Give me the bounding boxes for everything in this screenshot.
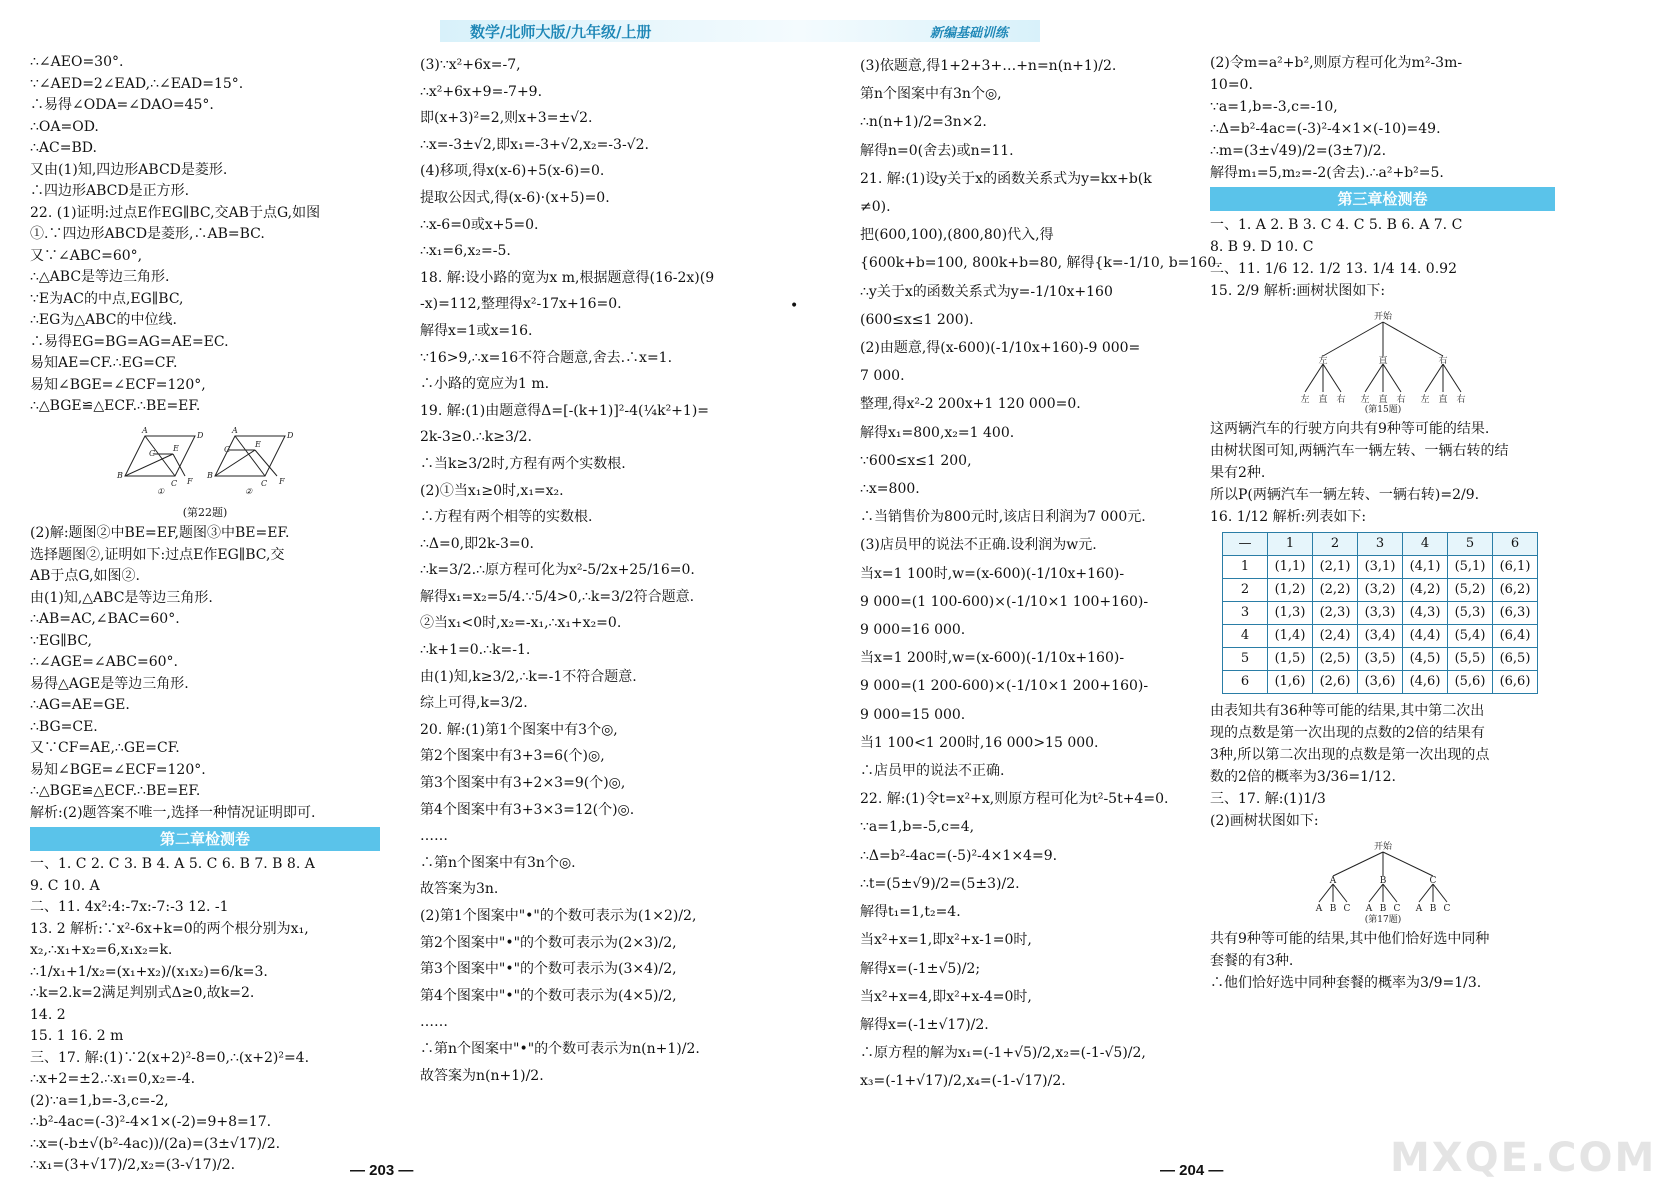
text-line: ∴x₁=6,x₂=-5. [420,243,511,260]
tree-leaf: 左 [1359,395,1370,405]
text-line: 由表知共有36种等可能的结果,其中第二次出 [1210,703,1485,719]
fig-label: B [117,470,123,480]
text-line: ∴1/x₁+1/x₂=(x₁+x₂)/(x₁x₂)=6/k=3. [30,963,268,980]
text-line: ∴∠AGE=∠ABC=60°. [30,654,178,670]
fig-label: ① [157,486,165,496]
text-line: 一、1. A 2. B 3. C 4. C 5. B 6. A 7. C [1210,217,1463,233]
decorative-dot: • [790,298,799,314]
text-line: ∴x=(-b±√(b²-4ac))/(2a)=(3±√17)/2. [30,1135,281,1152]
text-line: (2)令m=a²+b²,则原方程可化为m²-3m- [1210,55,1463,71]
table-cell: (2,3) [1313,602,1358,625]
text-line: 第n个图案中有3n个◎, [860,86,1002,103]
tree-node: 直 [1377,356,1388,366]
text-line: ∴AC=BD. [30,140,97,156]
tree-leaf: 直 [1377,395,1388,405]
tree-leaf: A [1315,904,1322,914]
text-line: ∴店员甲的说法不正确. [860,763,1005,780]
table-cell: (3,1) [1358,556,1403,579]
table-cell: (6,1) [1493,556,1538,579]
text-line: ∴y关于x的函数关系式为y=-1/10x+160 [860,283,1113,300]
text-line: ∵EG∥BC, [30,632,92,649]
text-line: ∵∠AED=2∠EAD,∴∠EAD=15°. [30,75,244,92]
text-line: (2)∵a=1,b=-3,c=-2, [30,1092,169,1109]
text-line: ∴当销售价为800元时,该店日利润为7 000元. [860,509,1146,526]
text-line: 选择题图②,证明如下:过点E作EG∥BC,交 [30,546,285,563]
tree-leaf: C [1393,904,1400,914]
text-line: 故答案为n(n+1)/2. [420,1067,544,1084]
table-row [1223,556,1538,579]
table-cell: (2,4) [1313,625,1358,648]
table-cell: 1 [1268,533,1313,556]
tree-leaf: C [1343,904,1350,914]
table-cell: 4 [1223,625,1268,648]
text-line: ∴Δ=b²-4ac=(-3)²-4×1×(-10)=49. [1210,121,1441,137]
text-line: ∵a=1,b=-5,c=4, [860,819,975,836]
tree-leaf: A [1415,904,1422,914]
text-line: ∴△ABC是等边三角形. [30,269,170,285]
header-brand: 新编基础训练 [930,26,1009,41]
table-row [1223,648,1538,671]
text-line: 第4个图案中有3+3×3=12(个)◎. [420,801,635,818]
text-line: 综上可得,k=3/2. [420,695,528,712]
column-3 [860,52,1221,1096]
text-line: ∴x=-3±√2,即x₁=-3+√2,x₂=-3-√2. [420,136,649,153]
text-line: ∴k=2.k=2满足判别式Δ≥0,故k=2. [30,985,255,1001]
column-2 [420,52,770,1089]
table-cell: (2,2) [1313,579,1358,602]
text-line: 提取公因式,得(x-6)·(x+5)=0. [420,189,610,206]
table-cell: (4,4) [1403,625,1448,648]
text-line: ∴n(n+1)/2=3n×2. [860,114,987,131]
fig-label: G [149,448,156,458]
text-line: 9 000=(1 100-600)×(-1/10×1 100+160)- [860,593,1149,610]
table-cell: 3 [1358,533,1403,556]
tree-caption: (第15题) [1364,405,1401,415]
table-cell: (5,6) [1448,671,1493,694]
text-line: 三、17. 解:(1)1/3 [1210,791,1326,807]
text-line: 解析:(2)题答案不唯一,选择一种情况证明即可. [30,804,316,821]
fig-label: ② [245,486,253,496]
table-row [1223,625,1538,648]
table-cell: (5,3) [1448,602,1493,625]
text-line: 2k-3≥0.∴k≥3/2. [420,429,532,446]
table-row [1223,579,1538,602]
table-cell: 6 [1493,533,1538,556]
text-line: ∵E为AC的中点,EG∥BC, [30,290,184,307]
text-line: ∴m=(3±√49)/2=(3±7)/2. [1210,143,1387,159]
table-cell: (2,5) [1313,648,1358,671]
text-line: 共有9种等可能的结果,其中他们恰好选中同种 [1210,931,1490,947]
text-line: ∴他们恰好选中同种套餐的概率为3/9=1/3. [1210,975,1482,991]
text-line: ≠0). [860,199,891,216]
text-line: 9. C 10. A [30,877,100,894]
text-line: ∴k+1=0.∴k=-1. [420,642,531,659]
fig-label: C [171,478,178,488]
table-cell: (1,6) [1268,671,1313,694]
table-cell: (3,6) [1358,671,1403,694]
text-line: 一、1. C 2. C 3. B 4. A 5. C 6. B 7. B 8. A [30,856,315,872]
text-line: 二、11. 1/6 12. 1/2 13. 1/4 14. 0.92 [1210,261,1457,277]
figure-22 [105,424,305,496]
text-line: 9 000=16 000. [860,622,966,639]
table-cell: (1,2) [1268,579,1313,602]
text-line: 21. 解:(1)设y关于x的函数关系式为y=kx+b(k [860,170,1152,187]
chapter-2-banner: 第二章检测卷 [30,827,380,851]
table-cell: 2 [1223,579,1268,602]
tree-leaf: B [1329,904,1336,914]
text-line: (2)由题意,得(x-600)(-1/10x+160)-9 000= [860,340,1141,357]
text-line: ∵a=1,b=-3,c=-10, [1210,99,1338,115]
tree-leaf: 右 [1335,395,1346,405]
text-line: ∴EG为△ABC的中位线. [30,312,177,328]
table-cell: (3,4) [1358,625,1403,648]
tree-leaf: B [1429,904,1436,914]
fig-label: D [197,430,204,440]
text-line: ∴第n个图案中"•"的个数可表示为n(n+1)/2. [420,1040,700,1057]
tree-node: A [1329,876,1336,886]
table-cell: (5,1) [1448,556,1493,579]
figure-22-caption: (第22题) [182,505,228,519]
table-cell: 4 [1403,533,1448,556]
text-line: x₃=(-1+√17)/2,x₄=(-1-√17)/2. [860,1073,1066,1090]
text-line: 16. 1/12 解析:列表如下: [1210,509,1367,525]
tree-leaf: 直 [1437,395,1448,405]
table-cell: 5 [1223,648,1268,671]
text-line: 由(1)知,△ABC是等边三角形. [30,589,213,606]
text-line: ∴Δ=b²-4ac=(-5)²-4×1×4=9. [860,847,1058,864]
table-cell: (4,2) [1403,579,1448,602]
text-line: (4)移项,得x(x-6)+5(x-6)=0. [420,163,605,180]
text-line: 22. 解:(1)令t=x²+x,则原方程可化为t²-5t+4=0. [860,791,1169,808]
tree-node: B [1379,876,1386,886]
text-line: 解得x₁=x₂=5/4.∵5/4>0,∴k=3/2符合题意. [420,588,695,605]
table-cell: (4,5) [1403,648,1448,671]
text-line: ∴△BGE≌△ECF.∴BE=EF. [30,783,201,799]
text-line: 易知AE=CF.∴EG=CF. [30,355,178,371]
text-line: 当1 100<1 200时,16 000>15 000. [860,734,1099,751]
table-row [1223,602,1538,625]
tree-leaf: 左 [1419,395,1430,405]
text-line: (2)第1个图案中"•"的个数可表示为(1×2)/2, [420,908,697,924]
table-row [1223,671,1538,694]
text-line: ∴小路的宽应为1 m. [420,376,550,393]
text-line: 9 000=15 000. [860,706,966,723]
table-cell: (3,3) [1358,602,1403,625]
tree-leaf: 右 [1395,395,1406,405]
table-cell: (6,3) [1493,602,1538,625]
table-cell: (3,5) [1358,648,1403,671]
text-line: 18. 解:设小路的宽为x m,根据题意得(16-2x)(9 [420,269,715,286]
text-line: 15. 2/9 解析:画树状图如下: [1210,283,1386,299]
text-line: 二、11. 4x²:4:-7x:-7:-3 12. -1 [30,899,229,915]
tree-root: 开始 [1373,312,1392,322]
text-line: 现的点数是第一次出现的点数的2倍的结果有 [1210,725,1485,741]
text-line: 解得x=(-1±√5)/2; [860,960,981,977]
text-line: 解得x=1或x=16. [420,322,533,339]
table-cell: 2 [1313,533,1358,556]
table-cell: (6,4) [1493,625,1538,648]
table-cell: (1,1) [1268,556,1313,579]
text-line: 易知∠BGE=∠ECF=120°, [30,376,206,393]
text-line: 易知∠BGE=∠ECF=120°. [30,761,206,778]
text-line: …… [420,828,448,845]
text-line: 第4个图案中"•"的个数可表示为(4×5)/2, [420,987,677,1004]
tree-node: C [1429,876,1436,886]
text-line: 当x=1 100时,w=(x-600)(-1/10x+160)- [860,565,1125,582]
tree-leaf: 左 [1299,395,1310,405]
text-line: ∴AG=AE=GE. [30,697,130,713]
text-line: ∴易得EG=BG=AG=AE=EC. [30,333,229,350]
text-line: 9 000=(1 200-600)×(-1/10×1 200+160)- [860,678,1149,695]
text-line: 第2个图案中"•"的个数可表示为(2×3)/2, [420,934,677,951]
fig-label: A [142,425,148,435]
text-line: 所以P(两辆汽车一辆左转、一辆右转)=2/9. [1210,487,1480,503]
text-line: 10=0. [1210,77,1253,93]
fig-label: F [279,476,285,486]
outcome-table [1222,532,1538,694]
text-line: 即(x+3)²=2,则x+3=±√2. [420,110,593,127]
text-line: (2)①当x₁≥0时,x₁=x₂. [420,482,564,499]
text-line: ∴原方程的解为x₁=(-1+√5)/2,x₂=(-1-√5)/2, [860,1045,1146,1062]
fig-label: C [261,478,268,488]
text-line: ∴OA=OD. [30,118,99,135]
text-line: 易得△AGE是等边三角形. [30,675,189,692]
table-cell: (5,5) [1448,648,1493,671]
text-line: 这两辆汽车的行驶方向共有9种等可能的结果. [1210,421,1490,437]
watermark: MXQE.COM [1390,1135,1656,1181]
text-line: x₂,∴x₁+x₂=6,x₁x₂=k. [30,942,173,958]
text-line: ∴k=3/2.∴原方程可化为x²-5/2x+25/16=0. [420,562,695,579]
tree-leaf: 直 [1317,395,1328,405]
text-line: 当x=1 200时,w=(x-600)(-1/10x+160)- [860,650,1125,667]
text-line: (600≤x≤1 200). [860,311,974,328]
fig-label: D [287,430,294,440]
text-line: (3)∵x²+6x=-7, [420,57,521,73]
table-cell: 1 [1223,556,1268,579]
text-line: 第3个图案中"•"的个数可表示为(3×4)/2, [420,961,677,978]
text-line: 3种,所以第二次出现的点数是第一次出现的点 [1210,747,1490,763]
text-line: ∴方程有两个相等的实数根. [420,509,593,526]
text-line: 7 000. [860,368,905,385]
text-line: ∴x+2=±2.∴x₁=0,x₂=-4. [30,1071,196,1087]
table-cell: (6,2) [1493,579,1538,602]
text-line: ∴x²+6x+9=-7+9. [420,83,543,100]
text-line: ∵16>9,∴x=16不符合题意,舍去.∴x=1. [420,349,673,366]
tree-root: 开始 [1373,842,1392,852]
text-line: ∴b²-4ac=(-3)²-4×1×(-2)=9+8=17. [30,1114,272,1130]
text-line: 19. 解:(1)由题意得Δ=[-(k+1)]²-4(¼k²+1)= [420,402,710,419]
table-cell: (1,4) [1268,625,1313,648]
table-cell: (6,6) [1493,671,1538,694]
table-cell: (1,5) [1268,648,1313,671]
text-line: 由树状图可知,两辆汽车一辆左转、一辆右转的结 [1210,443,1509,459]
text-line: 故答案为3n. [420,881,499,898]
text-line: (3)依题意,得1+2+3+…+n=n(n+1)/2. [860,58,1117,74]
table-cell: (1,3) [1268,602,1313,625]
text-line: 第2个图案中有3+3=6(个)◎, [420,748,605,765]
chapter-3-banner: 第三章检测卷 [1210,187,1555,211]
text-line: 22. (1)证明:过点E作EG∥BC,交AB于点G,如图 [30,204,321,221]
text-line: 20. 解:(1)第1个图案中有3个◎, [420,721,618,738]
text-line: 果有2种. [1210,465,1266,481]
text-line: {600k+b=100, 800k+b=80, 解得{k=-1/10, b=160. [860,255,1221,272]
text-line: 15. 1 16. 2 m [30,1028,124,1044]
fig-label: E [255,439,261,449]
tree-leaf: B [1379,904,1386,914]
text-line: ∴AB=AC,∠BAC=60°. [30,611,180,627]
tree-node: 右 [1437,356,1448,366]
text-line: ②当x₁<0时,x₂=-x₁,∴x₁+x₂=0. [420,615,622,632]
text-line: 又∵∠ABC=60°, [30,247,143,264]
text-line: ①.∵四边形ABCD是菱形,∴AB=BC. [30,226,265,242]
text-line: ∵600≤x≤1 200, [860,452,972,469]
text-line: 数的2倍的概率为3/36=1/12. [1210,769,1396,785]
text-line: ∴∠AEO=30°. [30,54,124,70]
text-line: 解得t₁=1,t₂=4. [860,904,961,921]
table-cell: (4,6) [1403,671,1448,694]
text-line: …… [420,1014,448,1031]
header-title: 数学/北师大版/九年级/上册 [470,23,652,41]
table-cell: (2,6) [1313,671,1358,694]
table-cell: 6 [1223,671,1268,694]
text-line: 解得n=0(舍去)或n=11. [860,142,1014,159]
text-line: ∴易得∠ODA=∠DAO=45°. [30,97,214,113]
text-line: ∴t=(5±√9)/2=(5±3)/2. [860,875,1020,892]
text-line: 三、17. 解:(1)∵2(x+2)²-8=0,∴(x+2)²=4. [30,1049,310,1066]
text-line: ∴x₁=(3+√17)/2,x₂=(3-√17)/2. [30,1157,236,1173]
text-line: -x)=112,整理得x²-17x+16=0. [420,296,622,313]
text-line: 又由(1)知,四边形ABCD是菱形. [30,161,228,178]
table-cell: 5 [1448,533,1493,556]
text-line: 套餐的有3种. [1210,953,1294,969]
text-line: ∴第n个图案中有3n个◎. [420,854,576,871]
tree-diagram-15 [1283,308,1483,415]
column-4 [1210,52,1555,994]
table-cell: (4,1) [1403,556,1448,579]
text-line: ∴x-6=0或x+5=0. [420,216,539,233]
text-line: 8. B 9. D 10. C [1210,239,1314,255]
table-cell: 3 [1223,602,1268,625]
page-number-left: — 203 — [350,1162,414,1179]
table-cell: (5,2) [1448,579,1493,602]
text-line: ∴四边形ABCD是正方形. [30,183,190,199]
text-line: ∴BG=CE. [30,718,98,735]
text-line: 解得m₁=5,m₂=-2(舍去).∴a²+b²=5. [1210,165,1444,181]
tree-diagram-17 [1293,838,1473,925]
tree-leaf: C [1443,904,1450,914]
fig-label: G [224,444,231,454]
column-1 [30,52,380,1177]
text-line: 解得x₁=800,x₂=1 400. [860,424,1015,441]
fig-label: E [173,443,179,453]
table-cell: — [1223,533,1268,556]
text-line: ∴Δ=0,即2k-3=0. [420,535,534,552]
text-line: 整理,得x²-2 200x+1 120 000=0. [860,396,1081,413]
fig-label: F [187,476,193,486]
text-line: 由(1)知,k≥3/2,∴k=-1不符合题意. [420,668,637,685]
text-line: 13. 2 解析:∵x²-6x+k=0的两个根分别为x₁, [30,920,309,937]
page-number-right: — 204 — [1160,1162,1224,1179]
text-line: 第3个图案中有3+2×3=9(个)◎, [420,775,626,792]
text-line: ∴x=800. [860,481,920,498]
tree-caption: (第17题) [1364,915,1401,925]
table-cell: (3,2) [1358,579,1403,602]
table-row [1223,533,1538,556]
fig-label: A [232,425,238,435]
text-line: (2)解:题图②中BE=EF,题图③中BE=EF. [30,525,290,541]
fig-label: B [207,470,213,480]
text-line: 当x²+x=4,即x²+x-4=0时, [860,988,1032,1005]
text-line: (3)店员甲的说法不正确.设利润为w元. [860,537,1097,554]
text-line: ∴当k≥3/2时,方程有两个实数根. [420,455,626,472]
text-line: AB于点G,如图②. [30,568,140,584]
table-cell: (4,3) [1403,602,1448,625]
tree-leaf: 右 [1455,395,1466,405]
text-line: 当x²+x=1,即x²+x-1=0时, [860,932,1032,949]
table-cell: (5,4) [1448,625,1493,648]
tree-node: 左 [1317,356,1328,366]
text-line: 又∵CF=AE,∴GE=CF. [30,740,180,756]
text-line: ∴△BGE≌△ECF.∴BE=EF. [30,398,201,414]
text-line: 14. 2 [30,1006,66,1023]
table-cell: (2,1) [1313,556,1358,579]
text-line: (2)画树状图如下: [1210,813,1319,829]
table-cell: (6,5) [1493,648,1538,671]
text-line: 把(600,100),(800,80)代入,得 [860,227,1054,244]
tree-leaf: A [1365,904,1372,914]
text-line: 解得x=(-1±√17)/2. [860,1016,989,1033]
